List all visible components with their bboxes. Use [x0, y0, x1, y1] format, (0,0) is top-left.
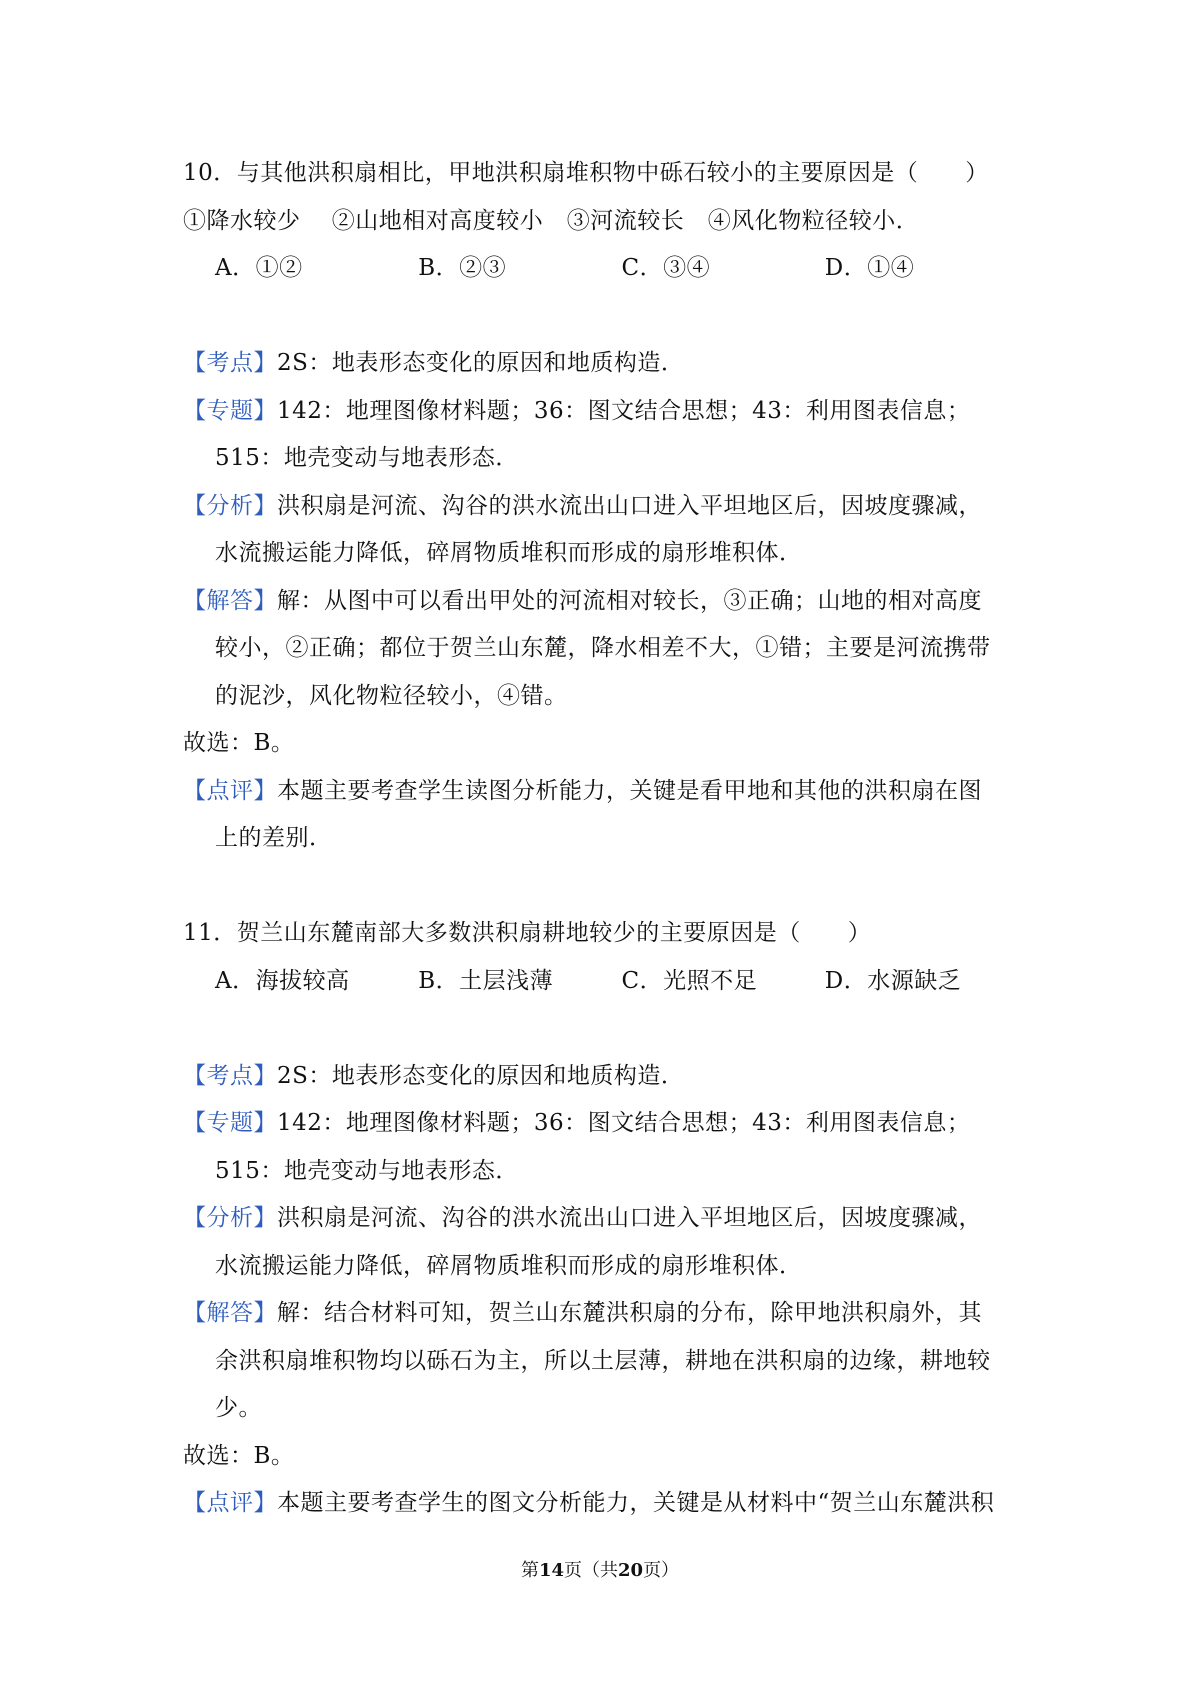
q10-fenxi-cont: 水流搬运能力降低，碎屑物质堆积而形成的扇形堆积体．	[215, 540, 803, 566]
zhuanti-tag: 【专题】	[183, 1110, 277, 1136]
document-body	[183, 150, 1028, 1528]
q11-stem: 11．贺兰山东麓南部大多数洪积扇耕地较少的主要原因是（ ）	[183, 920, 872, 946]
q10-dianping	[183, 768, 1028, 816]
q11-zhuanti-cont: 515：地壳变动与地表形态．	[215, 1157, 519, 1184]
q11-jieda	[183, 1290, 1028, 1338]
q10-zhuanti-cont: 515：地壳变动与地表形态．	[215, 445, 519, 471]
kaodian-text: 2S：地表形态变化的原因和地质构造．	[277, 350, 685, 376]
dianping-text: 本题主要考查学生读图分析能力，关键是看甲地和其他的洪积扇在图	[277, 777, 982, 804]
q10-fenxi	[183, 483, 1028, 531]
q11-option-b: B．土层浅薄	[418, 967, 554, 994]
q10-choices: ①降水较少 ②山地相对高度较小 ③河流较长 ④风化物粒径较小．	[183, 207, 920, 234]
q11-kaodian	[183, 1053, 1028, 1101]
q11-option-a: A．海拔较高	[215, 967, 350, 994]
q10-jieda-cont: 较小，②正确；都位于贺兰山东麓，降水相差不大，①错；主要是河流携带	[215, 635, 991, 661]
jieda-text: 解：结合材料可知，贺兰山东麓洪积扇的分布，除甲地洪积扇外，其	[277, 1300, 982, 1326]
q10-option-b: B．②③	[418, 255, 507, 281]
fenxi-tag: 【分析】	[183, 492, 277, 519]
q11-jieda-cont2: 少。	[215, 1395, 262, 1421]
q10-dianping-cont: 上的差别．	[215, 825, 333, 851]
footer-middle: 页（共	[564, 1560, 618, 1581]
q10-kaodian	[183, 340, 1028, 388]
kaodian-text: 2S：地表形态变化的原因和地质构造．	[277, 1062, 685, 1089]
footer-suffix: 页）	[643, 1560, 680, 1581]
q11-zhuanti	[183, 1100, 1028, 1148]
page-number: 14	[538, 1560, 564, 1581]
jieda-tag: 【解答】	[183, 1300, 277, 1326]
q10-options	[183, 245, 1028, 293]
q11-option-d: D．水源缺乏	[824, 967, 962, 994]
q10-option-c: C．③④	[621, 255, 711, 281]
page-footer	[0, 1556, 1200, 1582]
q11-option-c: C．光照不足	[621, 967, 758, 994]
q10-option-d: D．①④	[824, 255, 915, 281]
dianping-tag: 【点评】	[183, 1490, 277, 1516]
page-total: 20	[618, 1560, 644, 1581]
footer-prefix: 第	[520, 1560, 539, 1581]
q11-dianping	[183, 1480, 1028, 1528]
fenxi-text: 洪积扇是河流、沟谷的洪水流出山口进入平坦地区后，因坡度骤减，	[277, 492, 982, 519]
q11-jieda-cont: 余洪积扇堆积物均以砾石为主，所以土层薄，耕地在洪积扇的边缘，耕地较	[215, 1347, 991, 1374]
fenxi-text: 洪积扇是河流、沟谷的洪水流出山口进入平坦地区后，因坡度骤减，	[277, 1205, 982, 1231]
jieda-text: 解：从图中可以看出甲处的河流相对较长，③正确；山地的相对高度	[277, 587, 982, 614]
zhuanti-text: 142：地理图像材料题；36：图文结合思想；43：利用图表信息；	[277, 397, 971, 424]
q10-jieda	[183, 578, 1028, 626]
zhuanti-text: 142：地理图像材料题；36：图文结合思想；43：利用图表信息；	[277, 1110, 971, 1136]
q11-answer: 故选：B。	[183, 1442, 295, 1469]
jieda-tag: 【解答】	[183, 587, 277, 614]
kaodian-tag: 【考点】	[183, 350, 277, 376]
kaodian-tag: 【考点】	[183, 1062, 277, 1089]
fenxi-tag: 【分析】	[183, 1205, 277, 1231]
zhuanti-tag: 【专题】	[183, 397, 277, 424]
q11-fenxi	[183, 1195, 1028, 1243]
q10-answer: 故选：B。	[183, 730, 295, 756]
q10-stem: 10．与其他洪积扇相比，甲地洪积扇堆积物中砾石较小的主要原因是（ ）	[183, 160, 989, 186]
q10-jieda-cont2: 的泥沙，风化物粒径较小，④错。	[215, 682, 568, 709]
q10-zhuanti	[183, 388, 1028, 436]
q10-option-a: A．①②	[215, 255, 303, 281]
q11-fenxi-cont: 水流搬运能力降低，碎屑物质堆积而形成的扇形堆积体．	[215, 1252, 803, 1279]
q11-options	[183, 958, 1028, 1006]
dianping-tag: 【点评】	[183, 777, 277, 804]
dianping-text: 本题主要考查学生的图文分析能力，关键是从材料中“贺兰山东麓洪积	[277, 1490, 995, 1516]
